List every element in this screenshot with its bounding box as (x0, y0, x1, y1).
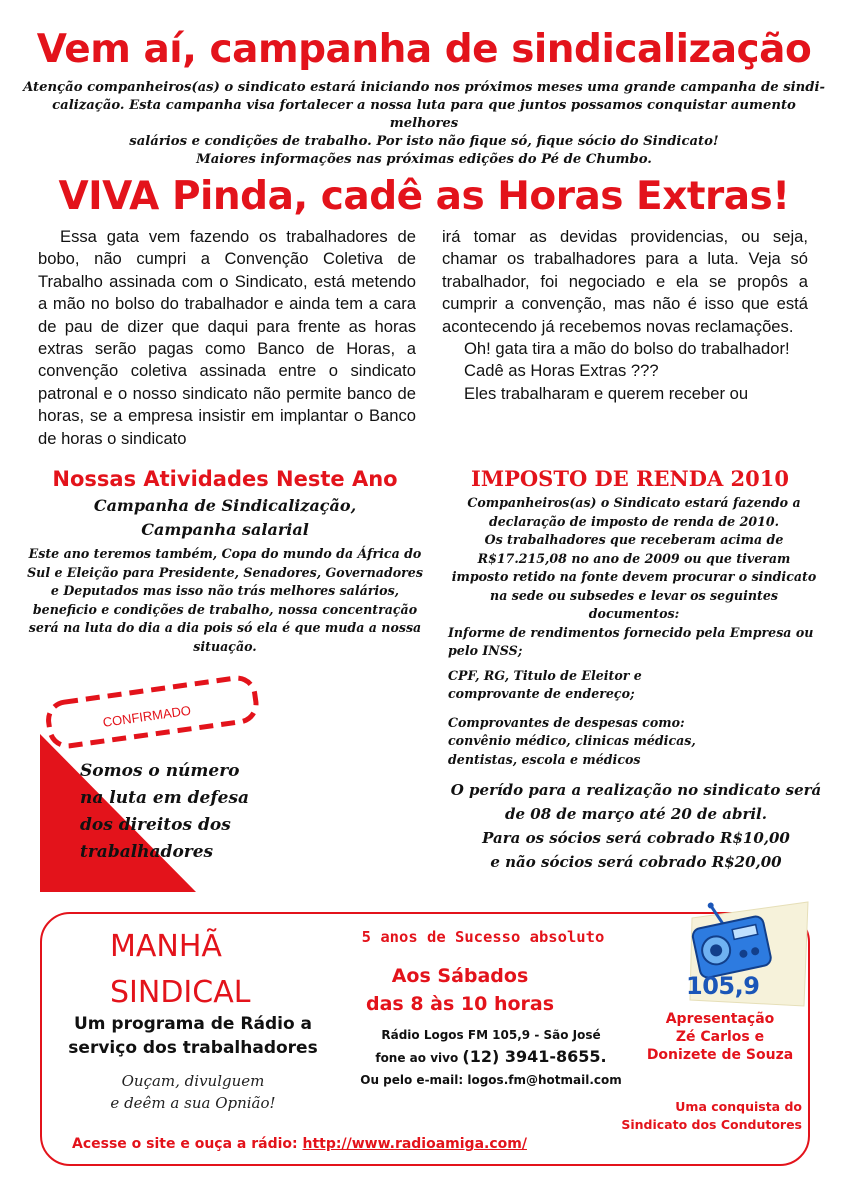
apres-line: Donizete de Souza (646, 1047, 794, 1063)
campanha-title: Vem aí, campanha de sindicalização (36, 27, 812, 72)
imposto-p1: Companheiros(as) o Sindicato estará fazendo a declaração de imposto de renda de 2010. (467, 495, 801, 529)
slogan-line: trabalhadores (80, 842, 214, 862)
imposto-p4b: comprovante de endereço; (448, 686, 635, 701)
radio-station: Rádio Logos FM 105,9 - São José (381, 1028, 601, 1042)
radio-phone-row (346, 1046, 636, 1069)
imposto-p3: Informe de rendimentos fornecido pela Empresa ou pelo INSS; (448, 624, 814, 658)
campanha-intro (20, 79, 828, 169)
imposto-end1: O perído para a realização no sindicato será (450, 781, 822, 799)
imposto-end2: de 08 de março até 20 de abril. (505, 805, 767, 823)
article-paragraph: Cadê as Horas Extras ??? (464, 361, 659, 381)
atividades-sub1: Campanha de Sindicalização, (93, 496, 357, 515)
article-paragraph: Oh! gata tira a mão do bolso do trabalhador! (464, 339, 790, 359)
atividades-subtitle (20, 494, 430, 542)
confirmado-text: CONFIRMADO (101, 702, 192, 730)
programa-line: Um programa de Rádio a (73, 1014, 313, 1034)
campanha-line: Atenção companheiros(as) o sindicato estará iniciando nos próximos meses uma grande campanha de sindi- (23, 80, 825, 95)
sindical-line: SINDICAL (110, 975, 251, 1010)
manha-sindical-title (110, 924, 250, 1016)
site-link[interactable]: http://www.radioamiga.com/ (302, 1136, 527, 1152)
confirmado-slogan (80, 758, 280, 866)
imposto-end3: Para os sócios será cobrado R$10,00 (482, 829, 790, 847)
phone-number[interactable]: (12) 3941-8655. (462, 1047, 607, 1066)
slogan-line: na luta em defesa (80, 788, 250, 808)
imposto-p2: Os trabalhadores que receberam acima de R$17.215,08 no ano de 2009 ou que tiveram imposto retido na fonte devem procurar o sindicato na sede ou subsedes e levar os seguintes documentos: (451, 532, 817, 621)
phone-label: fone ao vivo (375, 1051, 459, 1065)
sucesso-heading: 5 anos de Sucesso absoluto (361, 928, 605, 946)
imposto-p5a: Comprovantes de despesas como: (448, 714, 685, 730)
horas-extras-title: VIVA Pinda, cadê as Horas Extras! (58, 174, 790, 219)
imposto-p5b: convênio médico, clinicas médicas, (448, 733, 696, 748)
radio-frequency: 105,9 (686, 972, 760, 1000)
imposto-p4a: CPF, RG, Titulo de Eleitor e (448, 667, 642, 683)
conquista-note (580, 1098, 802, 1134)
oucam-slogan (78, 1070, 308, 1114)
campanha-line: salários e condições de trabalho. Por isto não fique só, fique sócio do Sindicato! (129, 134, 719, 149)
manha-line: MANHÃ (110, 929, 222, 964)
imposto-p5c: dentistas, escola e médicos (448, 751, 641, 767)
oucam-line: Ouçam, divulguem (121, 1072, 265, 1090)
oucam-line: e deêm a sua Opnião! (110, 1094, 276, 1112)
programa-description (48, 1012, 338, 1060)
article-paragraph: Essa gata vem fazendo os trabalhadores de bobo, não cumpri a Convenção Coletiva de Trabalho assinada com o Sindicato, está metendo a mão no bolso do trabalhador e ainda tem a cara de pau de dizer que daqui para frente as horas extras serão pagas como Banco de Horas, a convenção coletiva assinada entre o sindicato patronal e o nosso sindicato não permite banco de horas, se a empresa insistir em implantar o Banco de horas o sindicato (38, 227, 416, 446)
slogan-line: dos direitos dos (80, 815, 231, 835)
atividades-sub2: Campanha salarial (141, 520, 309, 539)
radio-contact (346, 1024, 636, 1091)
acesse-site (72, 1136, 527, 1152)
radio-icon (687, 893, 773, 979)
apres-line: Zé Carlos e (675, 1029, 765, 1045)
radio-email[interactable]: Ou pelo e-mail: logos.fm@hotmail.com (360, 1073, 622, 1087)
imposto-title: IMPOSTO DE RENDA 2010 (471, 466, 789, 491)
imposto-body (448, 494, 820, 769)
acesse-label: Acesse o site e ouça a rádio: (72, 1136, 298, 1152)
conquista-line: Sindicato dos Condutores (621, 1117, 802, 1132)
horas-line: das 8 às 10 horas (365, 993, 555, 1015)
slogan-line: Somos o número (80, 761, 240, 781)
campanha-line: Maiores informações nas próximas edições do Pé de Chumbo. (196, 152, 652, 167)
article-paragraph: Eles trabalharam e querem receber ou (464, 383, 749, 403)
horas-extras-col-right (442, 226, 808, 446)
article-paragraph: irá tomar as devidas providencias, ou seja, chamar os trabalhadores para a luta. Veja só trabalhador, foi negociado e ela se propôs a cumprir a convenção, mas não é isso que está acontecendo já recebemos novas reclamações. (442, 227, 808, 336)
campanha-line: calização. Esta campanha visa fortalecer a nossa luta para que juntos possamos conquistar aumento melhores (52, 98, 796, 131)
imposto-periodo (444, 778, 828, 874)
confirmado-stamp (46, 676, 258, 749)
imposto-end4: e não sócios será cobrado R$20,00 (490, 853, 782, 871)
horas-extras-col-left (38, 226, 416, 446)
horario-programa (340, 962, 580, 1018)
atividades-body: Este ano teremos também, Copa do mundo da África do Sul e Eleição para Presidente, Senadores, Governadores e Deputados mas isso não trás melhores salários, beneficio e condições de trabalho, nossa concentração será na luta do dia a dia pois só ela é que muda a nossa situação. (27, 546, 423, 654)
atividades-title: Nossas Atividades Neste Ano (52, 467, 398, 491)
apresentacao (636, 1010, 804, 1064)
programa-line: serviço dos trabalhadores (68, 1038, 318, 1058)
conquista-line: Uma conquista do (675, 1099, 802, 1114)
sabados-line: Aos Sábados (391, 965, 529, 987)
apres-line: Apresentação (665, 1011, 775, 1027)
